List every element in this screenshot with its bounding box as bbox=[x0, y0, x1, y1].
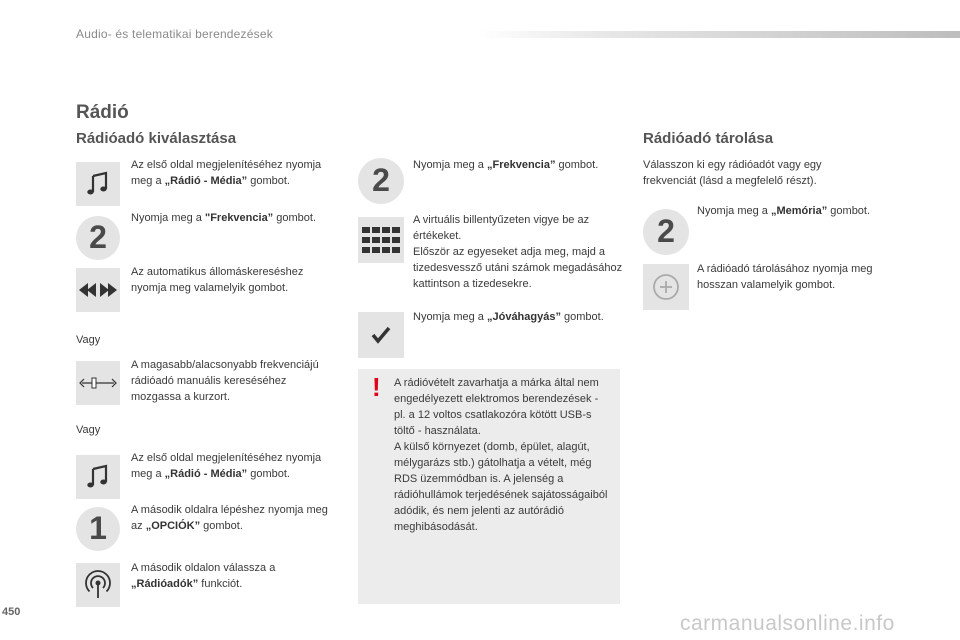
middle-step2-text: A virtuális billentyűzeten vigye be az értékeket. Először az egyeseket adja meg, majd a tizedesvessző utáni számok megadásához kattintson a tizedesekre. bbox=[413, 214, 623, 290]
left-step3-text: Az automatikus állomáskereséshez nyomja meg valamelyik gombot. bbox=[131, 266, 304, 294]
left-step5-text: Az első oldal megjelenítéséhez nyomja meg a „Rádió - Média” gombot. bbox=[131, 452, 322, 480]
or-label-2: Vagy bbox=[76, 424, 101, 436]
add-plus-circle-icon bbox=[651, 272, 681, 302]
warning-text: A rádióvételt zavarhatja a márka által nem engedélyezett elektromos berendezések - pl. a 12 voltos csatlakozóra kötött USB-s töltő - használata. A külső környezet (domb, épület, alagút, mélygarázs stb.) gátolhatja a vételt, még RDS üzemmódban is. A jelenség a rádióhullámok terjedésének sajátosságaiból adódik, és nem jelenti az autórádió meghibásodását. bbox=[394, 377, 608, 533]
left-section-title: Rádióadó kiválasztása bbox=[76, 130, 237, 147]
or-label-1: Vagy bbox=[76, 334, 101, 346]
step-badge-1: 1 bbox=[76, 507, 120, 551]
music-note-icon bbox=[84, 463, 112, 491]
warning-exclamation-icon: ! bbox=[372, 372, 381, 402]
middle-step1-text: Nyomja meg a „Frekvencia” gombot. bbox=[413, 159, 599, 171]
radio-broadcast-icon bbox=[83, 570, 113, 600]
radio-media-button[interactable] bbox=[76, 162, 120, 206]
seek-arrows-icon bbox=[79, 282, 117, 298]
middle-step3-text: Nyomja meg a „Jóváhagyás” gombot. bbox=[413, 311, 604, 323]
radio-stations-button[interactable] bbox=[76, 563, 120, 607]
virtual-keypad[interactable] bbox=[358, 217, 404, 263]
step-badge-2: 2 bbox=[358, 158, 404, 204]
keypad-grid-icon bbox=[362, 227, 400, 253]
radio-media-button-2[interactable] bbox=[76, 455, 120, 499]
left-step2-text: Nyomja meg a "Frekvencia” gombot. bbox=[131, 212, 316, 224]
page-title: Rádió bbox=[76, 102, 129, 123]
left-step1-text: Az első oldal megjelenítéséhez nyomja meg a „Rádió - Média” gombot. bbox=[131, 159, 322, 187]
running-header: Audio- és telematikai berendezések bbox=[76, 27, 273, 41]
seek-buttons[interactable] bbox=[76, 268, 120, 312]
frequency-slider[interactable] bbox=[76, 361, 120, 405]
music-note-icon bbox=[84, 170, 112, 198]
left-step4-text: A magasabb/alacsonyabb frekvenciájú rádióadó manuális kereséséhez mozgassa a kurzort. bbox=[131, 359, 319, 403]
confirm-button[interactable] bbox=[358, 312, 404, 358]
page-number: 450 bbox=[2, 606, 21, 618]
header-gradient-bar bbox=[478, 31, 960, 38]
right-step2-text: A rádióadó tárolásához nyomja meg hosszan valamelyik gombot. bbox=[697, 263, 873, 291]
checkmark-icon bbox=[371, 326, 391, 344]
right-section-title: Rádióadó tárolása bbox=[643, 130, 774, 147]
left-step6-text: A második oldalra lépéshez nyomja meg az „OPCIÓK” gombot. bbox=[131, 504, 328, 532]
step-badge-2: 2 bbox=[76, 216, 120, 260]
right-intro-text: Válasszon ki egy rádióadót vagy egy frekvenciát (lásd a megfelelő részt). bbox=[643, 159, 822, 187]
left-step7-text: A második oldalon válassza a „Rádióadók” funkciót. bbox=[131, 562, 276, 590]
memory-preset-button[interactable] bbox=[643, 264, 689, 310]
step-badge-2: 2 bbox=[643, 209, 689, 255]
right-step1-text: Nyomja meg a „Memória” gombot. bbox=[697, 205, 871, 217]
slider-cursor-icon bbox=[79, 376, 117, 390]
watermark: carmanualsonline.info bbox=[680, 612, 895, 635]
